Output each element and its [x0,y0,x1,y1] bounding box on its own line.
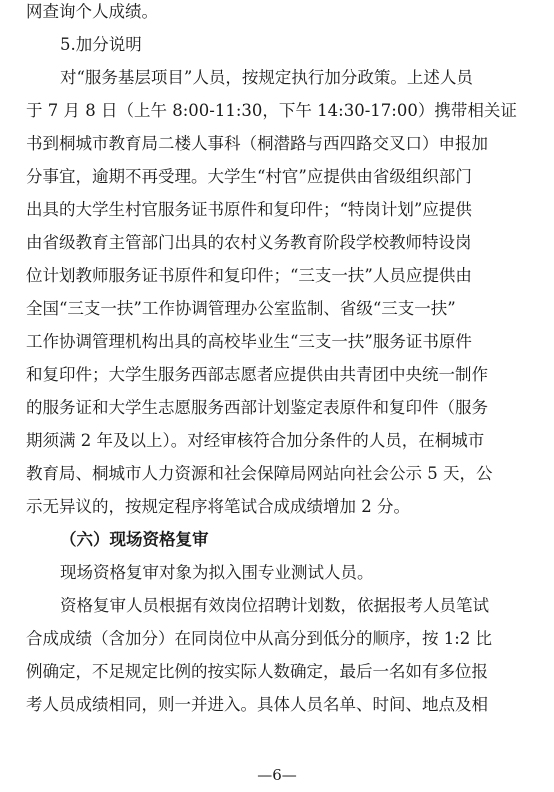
text-line: 位计划教师服务证书原件和复印件；“三支一扶”人员应提供由 [26,266,472,285]
text-line: 工作协调管理机构出具的高校毕业生“三支一扶”服务证书原件 [26,332,472,351]
text-line: 示无异议的，按规定程序将笔试合成成绩增加 2 分。 [26,497,410,516]
text-line: 网查询个人成绩。 [26,2,158,21]
text-line: 资格复审人员根据有效岗位招聘计划数，依据报考人员笔试 [60,596,489,615]
text-line: 考人员成绩相同，则一并进入。具体人员名单、时间、地点及相 [26,695,488,714]
text-line: 教育局、桐城市人力资源和社会保障局网站向社会公示 5 天，公 [26,464,493,483]
subheading-bonus: 5.加分说明 [60,35,142,54]
text-line: 书到桐城市教育局二楼人事科（桐潜路与西四路交叉口）申报加 [26,134,488,153]
text-line: 的服务证和大学生志愿服务西部计划鉴定表原件和复印件（服务 [26,398,488,417]
text-line: 期须满 2 年及以上）。对经审核符合加分条件的人员，在桐城市 [26,431,485,450]
text-line: 例确定，不足规定比例的按实际人数确定，最后一名如有多位报 [26,662,488,681]
text-line: 对“服务基层项目”人员，按规定执行加分政策。上述人员 [60,68,473,87]
page-number: —6— [257,766,297,784]
text-line: 由省级教育主管部门出具的农村义务教育阶段学校教师特设岗 [26,233,472,252]
text-line: 现场资格复审对象为拟入围专业测试人员。 [60,563,374,582]
text-line: 分事宜，逾期不再受理。大学生“村官”应提供由省级组织部门 [26,167,472,186]
text-line: 和复印件；大学生服务西部志愿者应提供由共青团中央统一制作 [26,365,488,384]
text-line: 合成成绩（含加分）在同岗位中从高分到低分的顺序，按 1:2 比 [26,629,493,648]
text-line: 于 7 月 8 日（上午 8:00-11:30，下午 14:30-17:00）携带相关证 [26,101,517,120]
text-line: 全国“三支一扶”工作协调管理办公室监制、省级“三支一扶” [26,299,456,318]
text-line: 出具的大学生村官服务证书原件和复印件；“特岗计划”应提供 [26,200,472,219]
section-heading: （六）现场资格复审 [60,530,209,549]
